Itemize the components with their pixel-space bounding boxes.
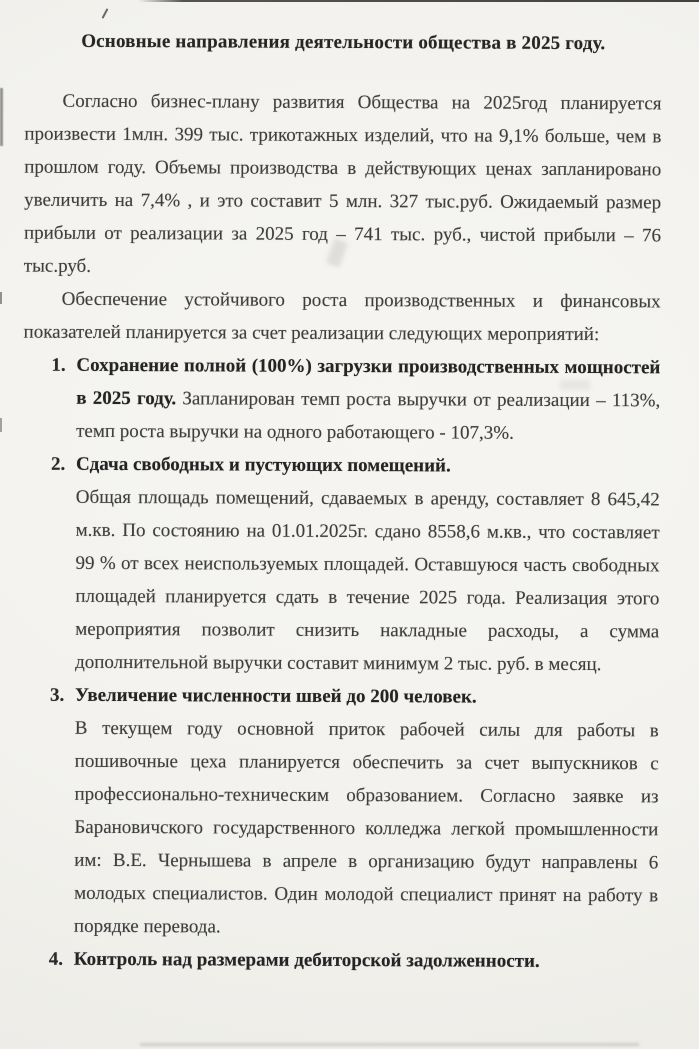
- list-item-lead: Сохранение полной (100%) загрузки производственных мощностей в 2025 году.: [76, 354, 661, 410]
- list-item-number: 3.: [49, 684, 65, 706]
- paragraph-measures-intro: Обеспечение устойчивого роста производственных и финансовых показателей планируется за счет реализации следующих мероприятий:: [23, 288, 661, 346]
- list-item-heading: Сдача свободных и пустующих помещений.: [75, 453, 451, 477]
- list-item-body: Общая площадь помещений, сдаваемых в аренду, составляет 8 645,42 м.кв. По состоянию на 01.01.2025г. сдано 8558,6 м.кв., что составляет 99 % от всех неиспользуемых площадей. Оставшуюся часть свободных площадей планируется сдать в течение 2025 года. Реализация этого мероприятия позволит снизить накладные расходы, а сумма дополнительной выручки составит минимум 2 тыс. руб. в месяц.: [75, 486, 660, 676]
- list-item-body: В текущем году основной приток рабочей силы для работы в пошивочные цеха планируется обеспечить за счет выпускников с профессионально-техническим образованием. Согласно заявке из Барановичского государственного колледжа легкой промышленности им: В.Е. Чернышева в апреле в организацию будут направлены 6 молодых специалистов. Один молодой специалист принят на работу в порядке перевода.: [73, 717, 659, 938]
- list-item-heading: Увеличение численности швей до 200 человек.: [74, 684, 477, 708]
- list-item-premises-lease: [22, 448, 660, 682]
- list-item-receivables-control: [21, 943, 658, 979]
- list-item-number: 4.: [48, 948, 64, 970]
- list-item-heading: Контроль над размерами дебиторской задолженности.: [73, 948, 540, 972]
- list-item-rest: Запланирован темп роста выручки от реализации – 113%, темп роста выручки на одного работающего - 107,3%.: [76, 388, 661, 444]
- list-item-seamstress-headcount: [21, 679, 659, 946]
- list-item-number: 1.: [51, 354, 66, 376]
- measures-list: [21, 349, 661, 979]
- list-item-capacity-load: [23, 349, 660, 451]
- list-item-number: 2.: [50, 453, 66, 475]
- list-item-text: [76, 349, 660, 451]
- paragraph-production-plan: Согласно бизнес-плану развития Общества на 2025год планируется произвести 1млн. 399 тыс. трикотажных изделий, что на 9,1% больше, чем в прошлом году. Объемы производства в действующих ценах запланировано увеличить на 7,4% , и это составит 5 млн. 327 тыс.руб. Ожидаемый размер прибыли от реализации за 2025 год – 741 тыс. руб., чистой прибыли – 76 тыс.руб.: [23, 90, 662, 277]
- scan-edge-artifact-bottom: [140, 1043, 639, 1046]
- document-title: Основные направления деятельности общества в 2025 году.: [81, 30, 606, 55]
